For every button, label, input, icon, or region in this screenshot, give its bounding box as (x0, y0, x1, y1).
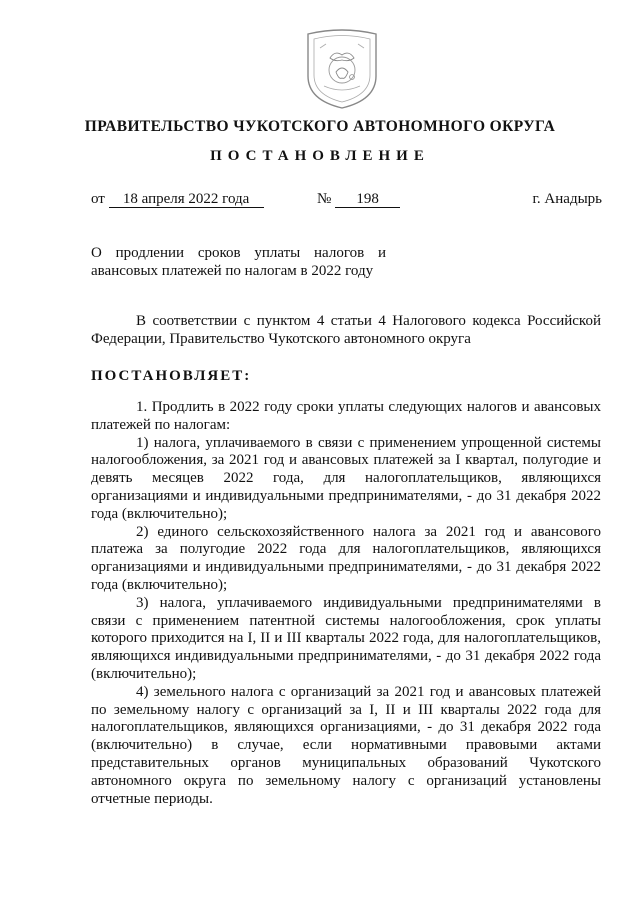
document-subject (91, 244, 386, 280)
item-1: 1. Продлить в 2022 году сроки уплаты следующих налогов и авансовых платежей по налогам: (91, 399, 601, 433)
organization-title: ПРАВИТЕЛЬСТВО ЧУКОТСКОГО АВТОНОМНОГО ОКРУГА (84, 118, 556, 135)
document-type-heading: ПОСТАНОВЛЕНИЕ (210, 148, 430, 164)
preamble (91, 312, 601, 348)
item-1-2: 2) единого сельскохозяйственного налога за 2021 год и авансового платежа за полугодие 2022 года для налогоплательщиков, являющихся организациями и индивидуальными предпринимателями, - до 31 декабря 2022 года (включительно); (91, 523, 601, 593)
date-prefix: от (91, 191, 105, 207)
resolves-heading: ПОСТАНОВЛЯЕТ: (91, 368, 252, 384)
item-1-4: 4) земельного налога с организаций за 2021 год и авансовых платежей по земельному налогу с организаций за I, II и III кварталы 2022 года для налогоплательщиков, являющихся организациями, - до 31 декабря 2022 года (включительно) в случае, если нормативными правовыми актами представительных органов муниципальных образований Чукотского автономного округа по земельному налогу с организаций установлены отчетные периоды. (91, 683, 601, 807)
subject-line-2: авансовых платежей по налогам в 2022 году (91, 263, 374, 279)
number-value: 198 (335, 192, 400, 208)
document-number (317, 191, 400, 208)
date-value: 18 апреля 2022 года (109, 192, 264, 208)
document-body (91, 399, 601, 808)
preamble-text: В соответствии с пунктом 4 статьи 4 Налогового кодекса Российской Федерации, Правительство Чукотского автономного округа (91, 313, 601, 347)
number-prefix: № (317, 191, 332, 207)
subject-line-1: О продлении сроков уплаты налогов и (91, 245, 386, 261)
document-date (91, 191, 264, 208)
item-1-1: 1) налога, уплачиваемого в связи с применением упрощенной системы налогообложения, за 2021 год и авансовых платежей за I квартал, полугодие и девять месяцев 2022 года, для налогоплательщиков, являющихся организациями и индивидуальными предпринимателями, - до 31 декабря 2022 года (включительно); (91, 434, 601, 522)
coat-of-arms-emblem (302, 28, 382, 110)
document-city: г. Анадырь (532, 191, 602, 207)
item-1-3: 3) налога, уплачиваемого индивидуальными предпринимателями в связи с применением патентной системы налогообложения, срок уплаты которого приходится на I, II и III кварталы 2022 года, для налогоплательщиков, являющихся индивидуальными предпринимателями, - до 31 декабря 2022 года (включительно); (91, 594, 601, 682)
